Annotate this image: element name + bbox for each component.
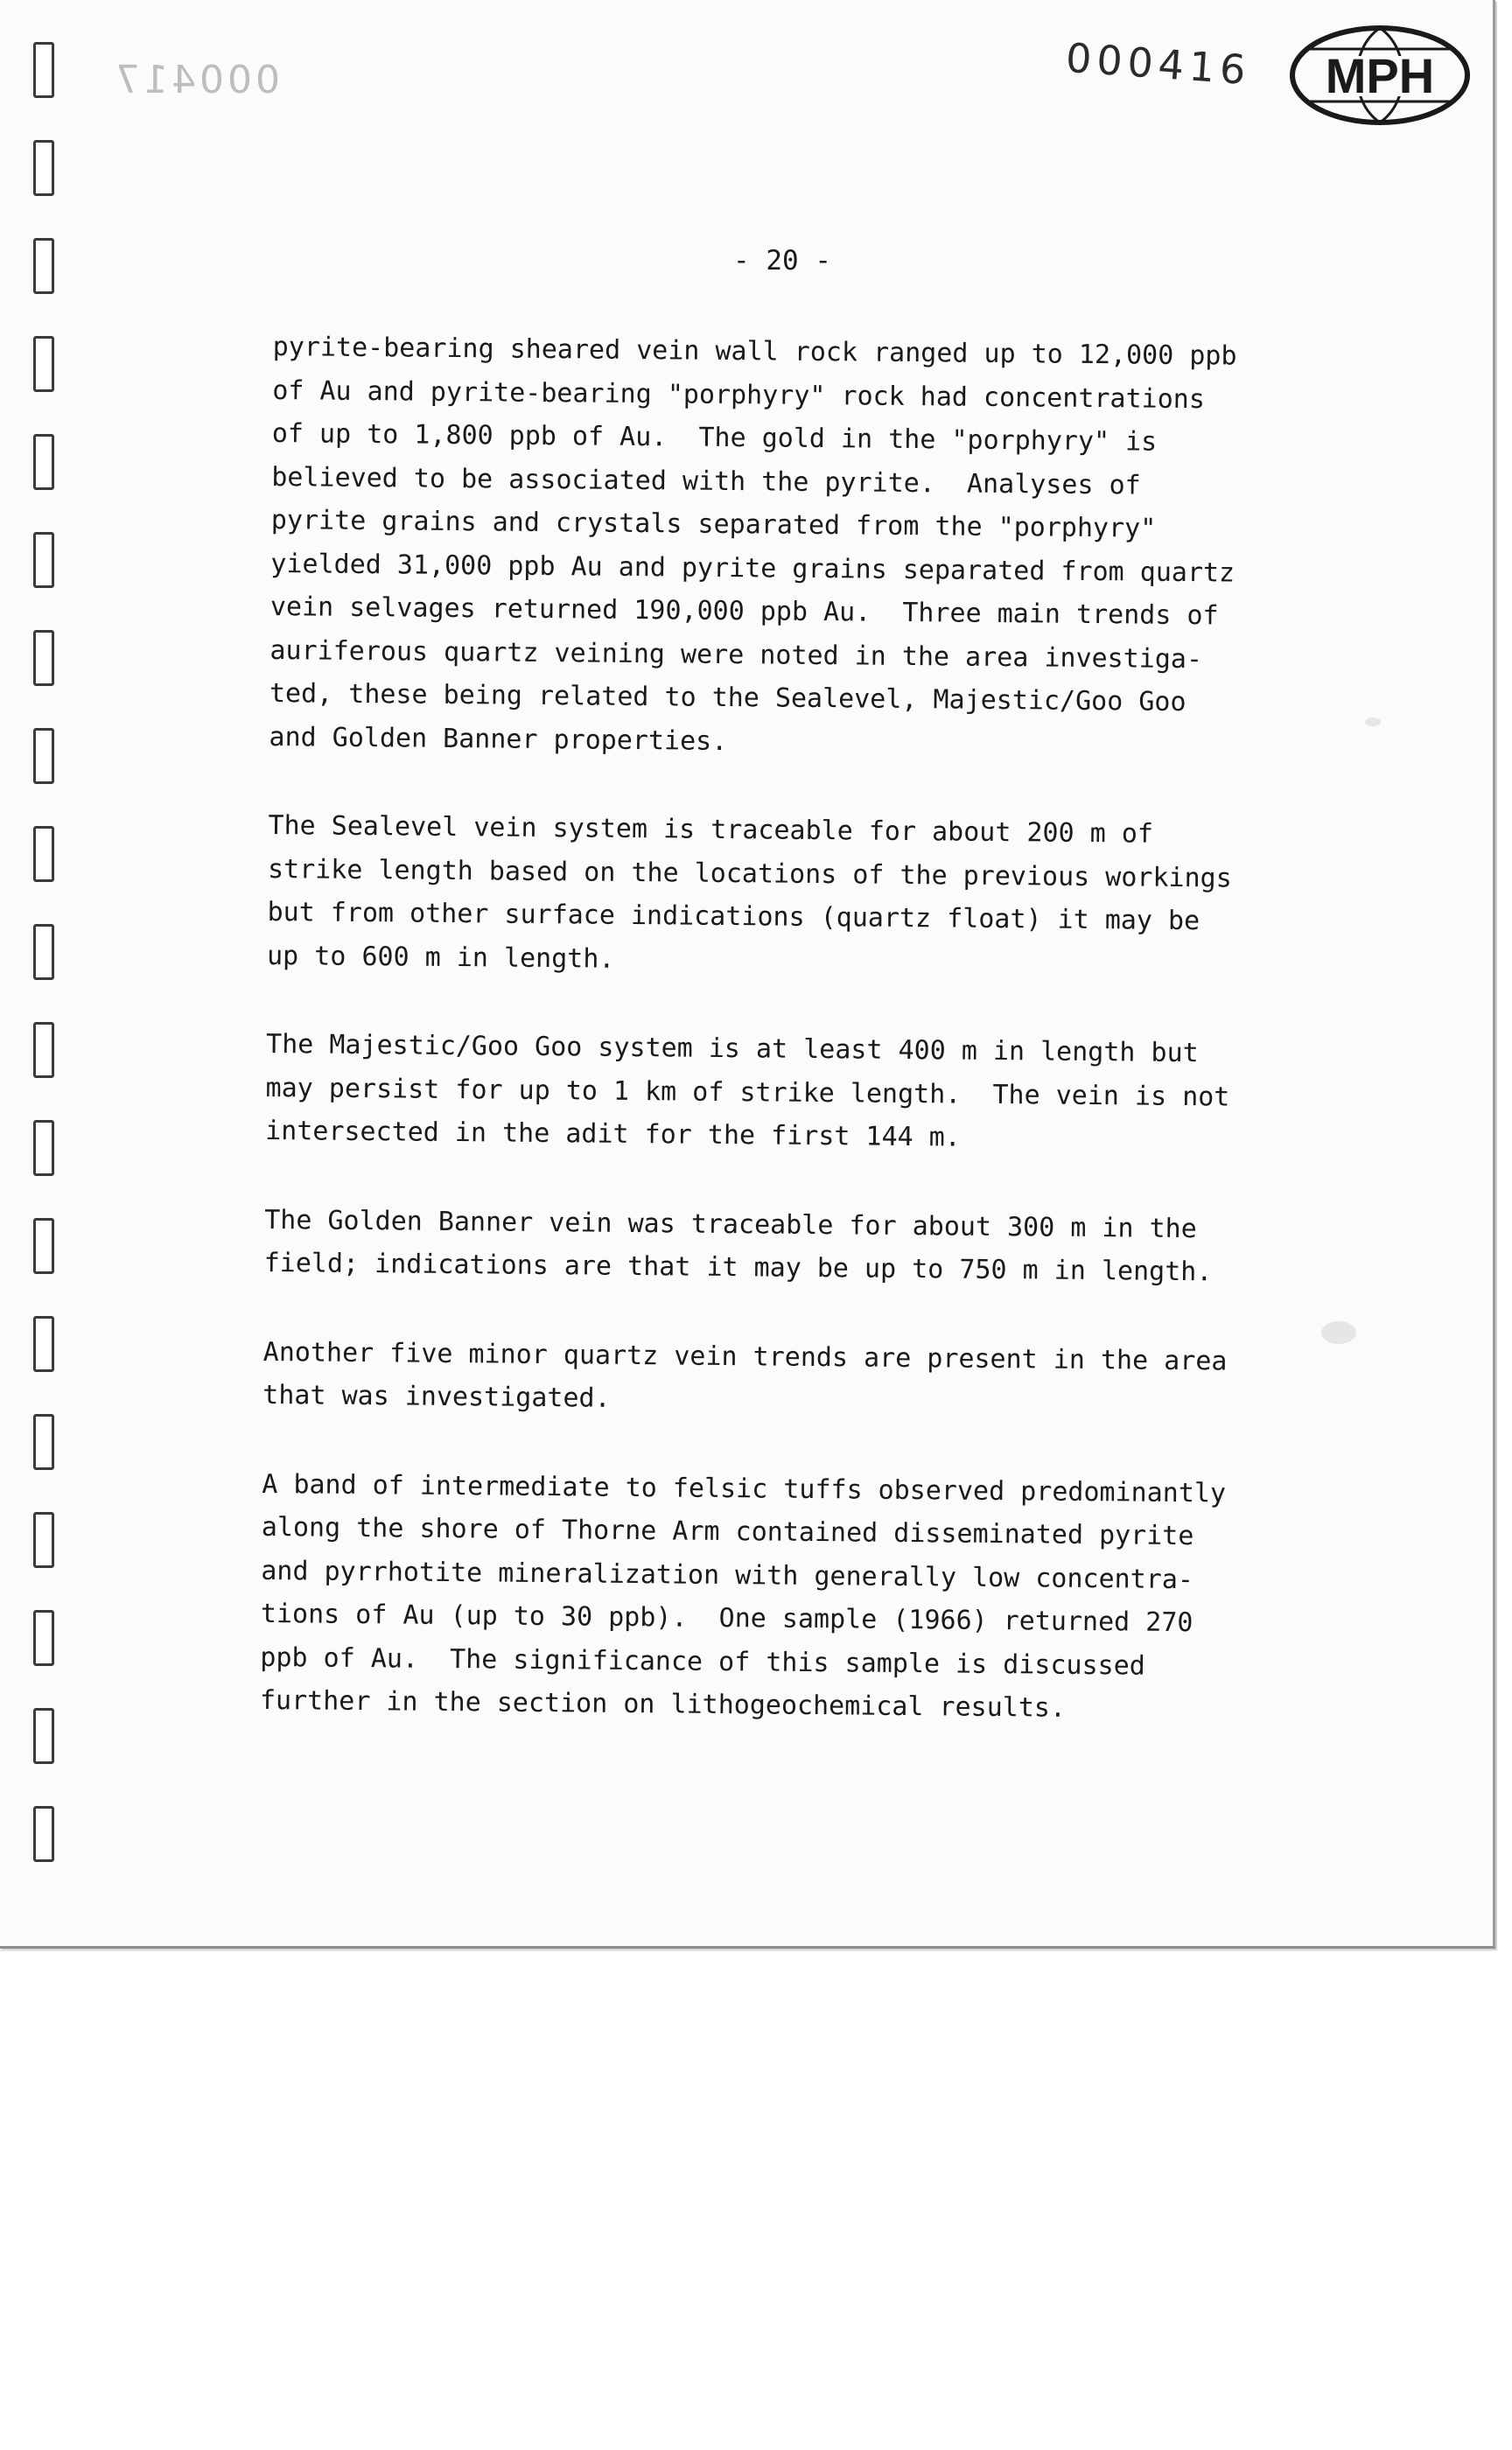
paragraph — [262, 1330, 1392, 1427]
binder-hole — [33, 1120, 54, 1176]
text-line: vein selvages returned 190,000 ppb Au. Three main trends of — [270, 591, 1219, 632]
binder-hole — [33, 238, 54, 294]
text-line: yielded 31,000 ppb Au and pyrite grains separated from quartz — [270, 548, 1236, 589]
logo-text: MPH — [1325, 48, 1435, 103]
text-line: intersected in the adit for the first 144 m. — [264, 1115, 962, 1153]
text-line: of Au and pyrite-bearing "porphyry" rock had concentrations — [272, 374, 1206, 415]
binder-hole — [33, 1414, 54, 1470]
binder-hole — [33, 826, 54, 882]
binder-hole — [33, 42, 54, 98]
document-stamp-number: 000416 — [1064, 33, 1253, 94]
text-line: of up to 1,800 ppb of Au. The gold in the "porphyry" is — [271, 417, 1158, 458]
text-line: auriferous quartz veining were noted in the area investiga- — [270, 634, 1203, 675]
scan-smudge — [1365, 718, 1381, 726]
text-line: The Sealevel vein system is traceable for about 200 m of — [268, 809, 1154, 850]
binder-hole — [33, 1022, 54, 1078]
binder-hole — [33, 924, 54, 980]
paragraph — [267, 804, 1397, 988]
text-line: pyrite grains and crystals separated from the "porphyry" — [270, 504, 1157, 544]
paragraph — [269, 326, 1402, 769]
binder-hole — [33, 434, 54, 490]
text-line: The Golden Banner vein was traceable for about 300 m in the — [264, 1204, 1197, 1244]
text-line: and Golden Banner properties. — [269, 721, 728, 757]
mph-logo — [1288, 23, 1472, 128]
binder-hole — [33, 1610, 54, 1666]
page-number: - 20 - — [733, 245, 831, 276]
body-text — [259, 326, 1402, 1779]
paragraph — [265, 1023, 1395, 1164]
binder-hole — [33, 728, 54, 784]
text-line: Another five minor quartz vein trends are present in the area — [262, 1336, 1228, 1377]
text-line: along the shore of Thorne Arm contained disseminated pyrite — [261, 1511, 1194, 1552]
text-line: further in the section on lithogeochemical results. — [259, 1684, 1067, 1724]
text-line: The Majestic/Goo Goo system is at least 400 m in length but — [265, 1028, 1199, 1069]
text-line: ted, these being related to the Sealevel, Majestic/Goo Goo — [269, 677, 1186, 718]
text-line: strike length based on the locations of the previous workings — [267, 853, 1232, 894]
text-line: and pyrrhotite mineralization with generally low concentra- — [261, 1555, 1194, 1595]
binder-hole — [33, 1806, 54, 1862]
text-line: believed to be associated with the pyrite. Analyses of — [271, 461, 1141, 501]
text-line: A band of intermediate to felsic tuffs observed predominantly — [262, 1468, 1227, 1509]
binder-hole — [33, 1218, 54, 1274]
binder-hole — [33, 630, 54, 686]
text-line: pyrite-bearing sheared vein wall rock ranged up to 12,000 ppb — [272, 331, 1237, 372]
binder-holes — [33, 42, 60, 1880]
text-line: ppb of Au. The significance of this sample is discussed — [260, 1642, 1145, 1682]
text-line: but from other surface indications (quartz float) it may be — [267, 896, 1200, 937]
binder-hole — [33, 140, 54, 196]
binder-hole — [33, 1512, 54, 1568]
text-line: tions of Au (up to 30 ppb). One sample (1966) returned 270 — [260, 1598, 1194, 1639]
page-edge — [0, 1950, 1493, 1951]
binder-hole — [33, 1708, 54, 1764]
text-line: up to 600 m in length. — [266, 940, 615, 975]
paragraph — [260, 1462, 1391, 1732]
faint-stamp-number: 000417 — [112, 58, 280, 102]
text-line: field; indications are that it may be up to 750 m in length. — [263, 1247, 1213, 1288]
text-line: may persist for up to 1 km of strike length. The vein is not — [265, 1072, 1230, 1113]
binder-hole — [33, 1316, 54, 1372]
text-line: that was investigated. — [262, 1379, 611, 1414]
binder-hole — [33, 532, 54, 588]
binder-hole — [33, 336, 54, 392]
scan-smudge — [1321, 1321, 1356, 1344]
paragraph — [263, 1198, 1393, 1295]
